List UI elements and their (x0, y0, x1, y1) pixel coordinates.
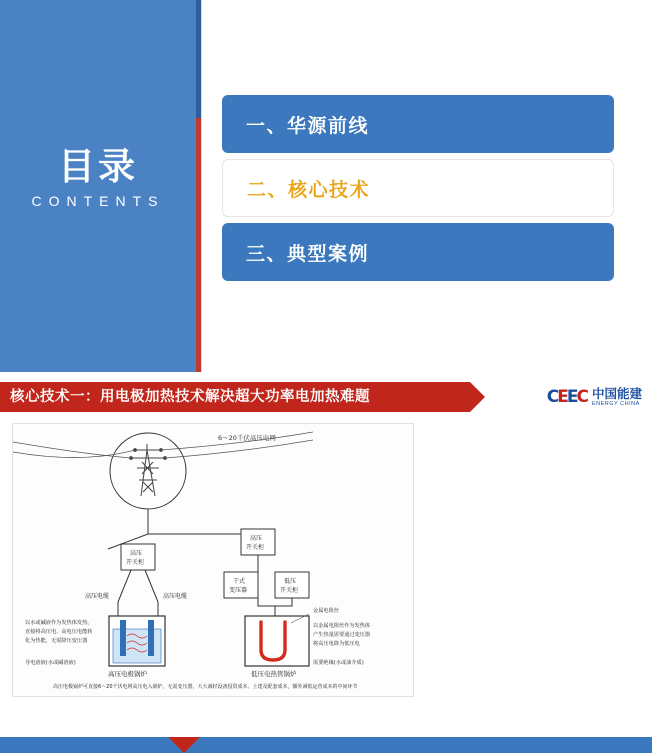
toc-title-group (0, 145, 196, 211)
svg-text:金属电阻丝: 金属电阻丝 (313, 608, 339, 614)
schematic-diagram-panel (12, 423, 414, 697)
logo-name-chinese: 中国能建 (591, 386, 642, 402)
slide-bottom-bar (0, 737, 652, 753)
toc-item-1[interactable] (222, 95, 614, 153)
svg-text:高压: 高压 (130, 550, 143, 557)
toc-title-chinese: 目录 (58, 145, 138, 188)
svg-text:低压: 低压 (284, 578, 297, 585)
toc-item-3-label: 三、典型案例 (246, 242, 370, 265)
svg-text:开关柜: 开关柜 (246, 544, 265, 551)
company-logo (547, 384, 642, 410)
svg-text:开关柜: 开关柜 (280, 587, 299, 594)
svg-text:高压电极锅炉: 高压电极锅炉 (108, 670, 147, 678)
svg-text:以金属电阻丝作为发热体: 以金属电阻丝作为发热体 (313, 623, 371, 629)
slide-table-of-contents (0, 0, 652, 372)
svg-text:直接将高压电、高电压电能转: 直接将高压电、高电压电能转 (25, 629, 93, 635)
svg-text:高压: 高压 (250, 535, 263, 542)
toc-item-2-label: 二、核心技术 (247, 178, 371, 201)
slide-banner (0, 382, 652, 412)
svg-text:高压电缆: 高压电缆 (163, 593, 188, 600)
toc-title-english: CONTENTS (31, 192, 165, 209)
slide-core-technology (0, 376, 652, 753)
svg-text:化为热能，无需降压变压器: 化为热能，无需降压变压器 (25, 638, 88, 644)
svg-text:干式: 干式 (233, 578, 246, 585)
svg-text:低压电热管锅炉: 低压电热管锅炉 (251, 670, 297, 678)
schematic-diagram-svg (13, 424, 413, 696)
svg-text:高压电极锅炉可直接6～20千伏电网高压电入锅炉，无需变压器，: 高压电极锅炉可直接6～20千伏电网高压电入锅炉，无需变压器，大大减轻设备投资成本、土建及配套成本，额外减低运营成本的中间环节 (53, 684, 358, 690)
toc-item-list (222, 95, 614, 287)
svg-text:产生热量需要通过变压器: 产生热量需要通过变压器 (313, 632, 371, 638)
svg-text:变压器: 变压器 (229, 587, 248, 594)
slide-bottom-notch (168, 737, 200, 753)
svg-text:需要绝缘(水或油介质): 需要绝缘(水或油介质) (313, 660, 364, 666)
svg-text:导电溶液(水或碱溶液): 导电溶液(水或碱溶液) (25, 660, 76, 666)
svg-text:高压电缆: 高压电缆 (85, 593, 110, 600)
logo-mark-icon: CEEC (546, 387, 587, 407)
svg-text:以水或碱液作为发热体发热，: 以水或碱液作为发热体发热， (25, 620, 93, 626)
svg-text:开关柜: 开关柜 (126, 559, 145, 566)
logo-name-english: ENERGY CHINA (591, 400, 640, 407)
toc-item-3[interactable] (222, 223, 614, 281)
toc-item-1-label: 一、华源前线 (246, 114, 370, 137)
toc-item-2[interactable] (222, 159, 614, 217)
svg-text:6～20千伏高压电网: 6～20千伏高压电网 (218, 434, 276, 442)
svg-text:将高压电降为低压电: 将高压电降为低压电 (313, 641, 360, 647)
banner-title: 核心技术一：用电极加热技术解决超大功率电加热难题 (10, 389, 370, 405)
